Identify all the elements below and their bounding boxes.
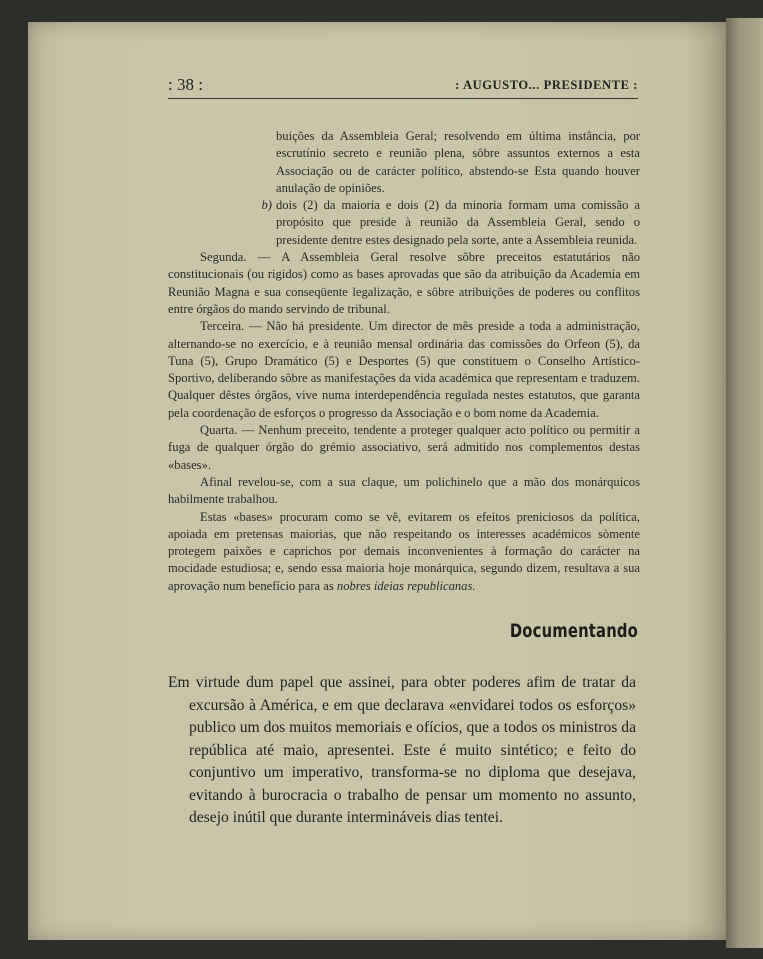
section-heading: Documentando — [509, 620, 638, 642]
list-item-b — [168, 197, 640, 249]
paragraph-segunda: Segunda. — A Assembleia Geral resolve sôbre preceitos estatutários não constitucionais (ou rigidos) como as bases aprovadas que são da atribuição da Academia em Reunião Magna e sua conseqüente legalização, e sôbre atribuições de poderes ou conflitos entre órgãos do mando servindo de tribunal. — [168, 250, 640, 316]
running-title: : AUGUSTO... PRESIDENTE : — [455, 78, 638, 92]
section-body — [168, 672, 636, 830]
paragraph-quarta: Quarta. — Nenhum preceito, tendente a proteger qualquer acto político ou permitir a fuga de qualquer órgão do grémio associativo, será admitido nos complementos destas «bases». — [168, 423, 640, 472]
paragraph-estas — [168, 509, 640, 595]
paragraph-terceira: Terceira. — Não há presidente. Um director de mês preside a toda a administração, alternando-se no exercício, e à reunião mensal ordinária das comissões do Orfeon (5), da Tuna (5), Grupo Dramático (5) e Desportes (5) que constituem o Conselho Artístico-Sportivo, deliberando sôbre as manifestações da vida académica que representam e traduzem. Qualquer dêstes órgãos, vive numa interdependência regulada nestes estatutos, que garanta pela coordenação de esforços o progresso da Associação e o bom nome da Academia. — [168, 319, 640, 420]
page-number: : 38 : — [168, 75, 203, 94]
paragraph-estas-italic: nobres ideias republicanas. — [336, 578, 476, 593]
paragraph-estas-text: Estas «bases» procuram como se vê, evitarem os efeitos preniciosos da política, apoiada em pretensas maiorias, que não respeitando os interesses académicos sòmente protegem paixões e caprichos por demais inconvenientes à formação do carácter na mocidade estudiosa; e, sendo essa maioria hoje monárquica, segundo dizem, resultava a sua aprovação num benefício para as — [168, 509, 640, 593]
paragraph-afinal: Afinal revelou-se, com a sua claque, um polichinelo que a mão dos monárquicos habilmente trabalhou. — [168, 474, 640, 507]
statutes-text — [168, 128, 640, 595]
list-item-b-label: b) — [261, 198, 272, 213]
header-rule — [168, 98, 638, 99]
next-page-edge — [726, 18, 763, 948]
continuation-paragraph: buições da Assembleia Geral; resolvendo em última instância, por escrutínio secreto e reunião plena, sôbre assuntos externos a esta Associação ou de carácter político, abstendo-se Esta quando houver anulação de opiniões. — [276, 129, 640, 195]
page-header — [168, 75, 638, 99]
section-paragraph: Em virtude dum papel que assinei, para obter poderes afim de tratar da excursão à América, e em que declarava «envidarei todos os esforços» publico um dos muitos memoriais e ofícios, que a todos os ministros da república até maio, apresentei. Este é muito sintético; e feito do conjuntivo um imperativo, transforma-se no diploma que desejava, evitando à burocracia o trabalho de pensar um momento no assunto, desejo inútil que durante intermináveis dias tentei. — [168, 674, 636, 826]
list-item-b-text: dois (2) da maioria e dois (2) da minoria formam uma comissão a propósito que preside à reunião da Assembleia Geral, sendo o presidente dentre estes designado pela sorte, ante a Assembleia reunida. — [276, 198, 640, 247]
